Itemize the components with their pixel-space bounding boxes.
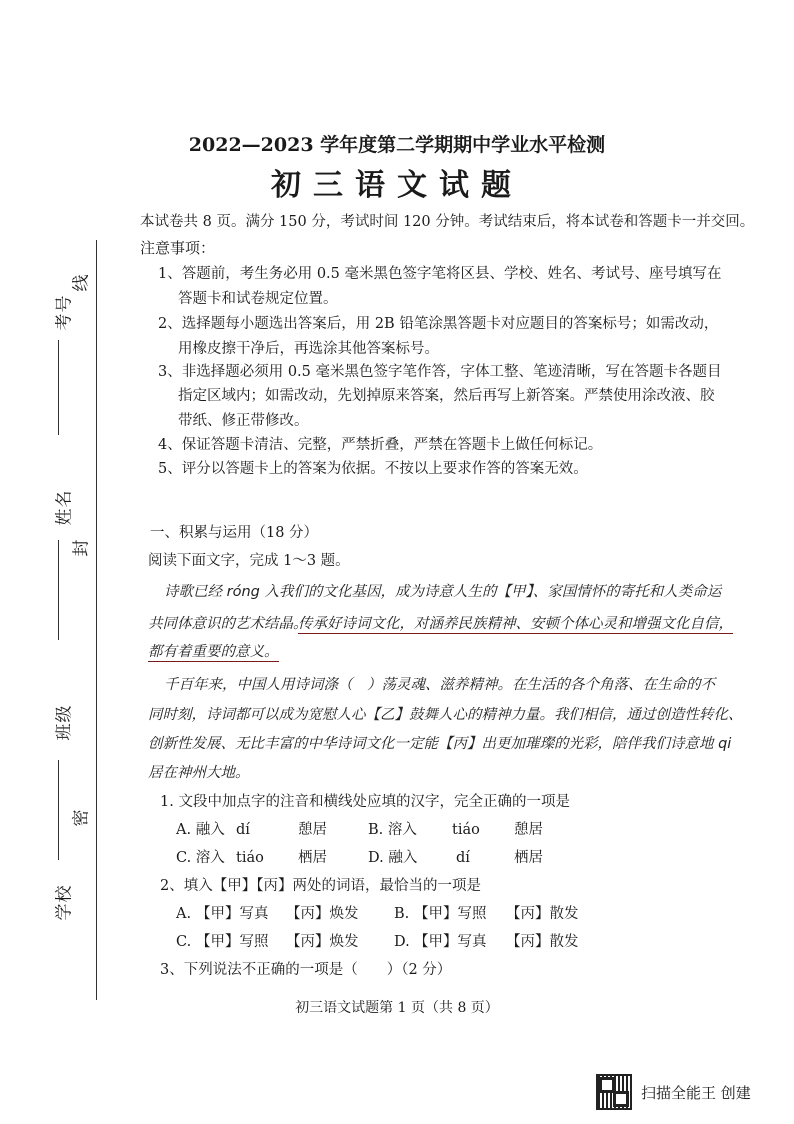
q2-option-d-jia: 【甲】写真	[414, 934, 487, 950]
notice-line: 3、非选择题必须用 0.5 毫米黑色签字笔作答，字体工整、笔迹清晰，写在答题卡各题目	[158, 364, 722, 380]
question-1-stem: 1. 文段中加点字的注音和横线处应填的汉字，完全正确的一项是	[160, 794, 570, 810]
passage-line: 千百年来，中国人用诗词涤（ ）荡灵魂、滋养精神。在生活的各个角落、在生命的不	[164, 677, 715, 693]
q1-option-a-word: 憩居	[298, 822, 327, 838]
q2-option-d-label[interactable]: D.	[394, 934, 410, 950]
q1-option-a-pinyin: dí	[236, 822, 250, 838]
exam-number-blank[interactable]	[58, 340, 59, 435]
q2-option-b-bing: 【丙】散发	[506, 906, 579, 922]
q1-option-b-label[interactable]: B. 溶入	[368, 822, 417, 838]
seal-mi-label: 密	[71, 808, 92, 827]
class-blank[interactable]	[58, 760, 59, 860]
read-prompt: 阅读下面文字，完成 1～3 题。	[148, 553, 350, 569]
q2-option-b-label[interactable]: B.	[394, 906, 410, 922]
q2-option-a-bing: 【丙】焕发	[286, 906, 359, 922]
class-label: 班级	[54, 704, 75, 741]
exam-year-title: 2022—2023 学年度第二学期期中学业水平检测	[188, 134, 606, 156]
q2-option-c-bing: 【丙】焕发	[286, 934, 359, 950]
notice-line: 5、评分以答题卡上的答案为依据。不按以上要求作答的答案无效。	[158, 461, 588, 477]
q2-option-a-jia: 【甲】写真	[196, 906, 269, 922]
notice-line: 答题卡和试卷规定位置。	[178, 291, 338, 307]
passage-line: 诗歌已经 róng 入我们的文化基因，成为诗意人生的【甲】、家国情怀的寄托和人类命运	[164, 584, 722, 600]
q2-option-c-jia: 【甲】写照	[196, 934, 269, 950]
question-2-stem: 2、填入【甲】【丙】两处的词语，最恰当的一项是	[160, 878, 481, 894]
exam-number-label: 考号	[54, 294, 75, 331]
exam-main-title: 初三语文试题	[271, 168, 523, 203]
q1-option-d-pinyin: dí	[456, 850, 470, 866]
section-heading: 一、积累与运用（18 分）	[150, 525, 319, 541]
passage-line: 居在神州大地。	[148, 765, 250, 781]
seal-xian-label: 线	[71, 273, 92, 292]
underlined-sentence: 传承好诗词文化，对涵养民族精神、安顿个体心灵和增强文化自信，	[298, 612, 733, 634]
q1-option-b-pinyin: tiáo	[452, 822, 480, 838]
school-label: 学校	[54, 884, 75, 921]
q2-option-d-bing: 【丙】散发	[506, 934, 579, 950]
notice-line: 用橡皮擦干净后，再选涂其他答案标号。	[178, 341, 439, 357]
q2-option-a-label[interactable]: A.	[176, 906, 192, 922]
qr-code-icon	[596, 1074, 632, 1110]
q1-option-c-pinyin: tiáo	[236, 850, 264, 866]
q1-option-c-word: 栖居	[298, 850, 327, 866]
scanner-watermark: 扫描全能王 创建	[641, 1084, 751, 1102]
student-name-blank[interactable]	[58, 540, 59, 640]
q2-option-c-label[interactable]: C.	[176, 934, 192, 950]
q1-option-d-word: 栖居	[514, 850, 543, 866]
passage-line: 同时刻，诗词都可以成为宽慰人心【乙】鼓舞人心的精神力量。我们相信，通过创造性转化、	[148, 707, 743, 723]
q1-option-a-label[interactable]: A. 融入	[176, 822, 225, 838]
passage-line: 创新性发展、无比丰富的中华诗词文化一定能【丙】出更加璀璨的光彩，陪伴我们诗意地 qi	[148, 736, 732, 752]
q2-option-b-jia: 【甲】写照	[414, 906, 487, 922]
notice-line: 1、答题前，考生务必用 0.5 毫米黑色签字笔将区县、学校、姓名、考试号、座号填写在	[158, 266, 722, 282]
seal-feng-label: 封	[71, 538, 92, 557]
notice-heading: 注意事项：	[140, 239, 216, 257]
question-3-stem: 3、下列说法不正确的一项是（ ）（2 分）	[160, 962, 452, 978]
notice-line: 4、保证答题卡清洁、完整，严禁折叠，严禁在答题卡上做任何标记。	[158, 437, 603, 453]
notice-line: 指定区域内；如需改动，先划掉原来答案，然后再写上新答案。严禁使用涂改液、胶	[178, 388, 715, 404]
passage-line: 共同体意识的艺术结晶。	[148, 616, 308, 632]
binding-line	[96, 240, 97, 1000]
notice-line: 2、选择题每小题选出答案后，用 2B 铅笔涂黑答题卡对应题目的答案标号；如需改动，	[158, 316, 719, 332]
q1-option-b-word: 憩居	[514, 822, 543, 838]
q1-option-d-label[interactable]: D. 融入	[368, 850, 418, 866]
underlined-sentence-end: 都有着重要的意义。	[148, 640, 279, 662]
intro-text: 本试卷共 8 页。满分 150 分，考试时间 120 分钟。考试结束后，将本试卷和答题卡一并交回。	[140, 214, 755, 230]
student-name-label: 姓名	[54, 489, 75, 526]
q1-option-c-label[interactable]: C. 溶入	[176, 850, 225, 866]
page-footer: 初三语文试题第 1 页（共 8 页）	[295, 1000, 499, 1016]
notice-line: 带纸、修正带修改。	[178, 413, 309, 429]
